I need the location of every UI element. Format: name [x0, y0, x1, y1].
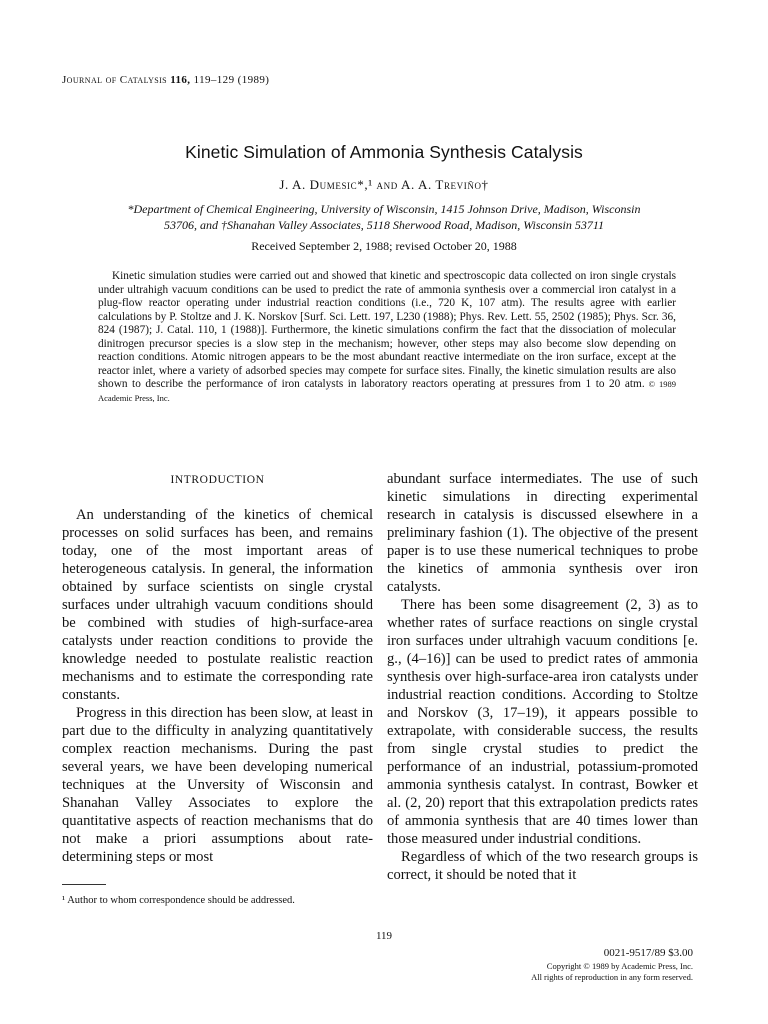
left-column	[62, 506, 373, 866]
affiliation-line-2: 53706, and †Shanahan Valley Associates, 5118 Sherwood Road, Madison, Wisconsin 53711	[164, 218, 604, 232]
footnote-divider	[62, 884, 106, 885]
intro-paragraph-2: Progress in this direction has been slow, at least in part due to the difficulty in analyzing quantitatively complex reaction mechanisms. During the past several years, we have been developing numerical techniques at the Unversity of Wisconsin and Shanahan Valley Associates to explore the quantitative aspects of reaction mechanisms that do not make a priori assumptions about rate-determining steps or most	[62, 705, 373, 865]
introduction-heading: INTRODUCTION	[170, 474, 265, 486]
journal-pages-year: 119–129 (1989)	[193, 74, 270, 86]
article-title: Kinetic Simulation of Ammonia Synthesis Catalysis	[185, 142, 583, 162]
abstract-text: Kinetic simulation studies were carried out and showed that kinetic and spectroscopic data collected on iron single crystals under ultrahigh vacuum conditions can be used to predict the rate of ammonia synthesis over a commercial iron catalyst in a plug-flow reactor operating under industrial reaction conditions (i.e., 720 K, 107 atm). The results agree with earlier calculations by P. Stoltze and J. K. Norskov [Surf. Sci. Lett. 197, L230 (1988); Phys. Rev. Lett. 55, 2502 (1985); Phys. Scr. 36, 824 (1987); J. Catal. 110, 1 (1988)]. Furthermore, the kinetic simulations confirm the fact that the dissociation of molecular dinitrogen precursor species is a slow step in the mechanism; however, other steps may also become slow depending on reaction conditions. Atomic nitrogen appears to be the most abundant reactive intermediate on the iron surface, except at the reactor inlet, where a variety of adsorbed species may compete for surface sites. Finally, the kinetic simulation results are also shown to describe the performance of iron catalysts in laboratory reactors operating at pressures from 1 to 20 atm.	[98, 270, 676, 390]
copyright-line-1: Copyright © 1989 by Academic Press, Inc.	[546, 961, 693, 971]
publisher-copyright	[531, 961, 693, 983]
intro-paragraph-1: An understanding of the kinetics of chemical processes on solid surfaces has been, and remains today, one of the most important areas of heterogeneous catalysis. In general, the information obtained by surface scientists on single crystal surfaces under ultrahigh vacuum conditions should be combined with studies of high-surface-area catalysts under reaction conditions to provide the knowledge needed to postulate realistic reaction mechanisms and to estimate the corresponding rate constants.	[62, 507, 373, 703]
affiliation-line-1: *Department of Chemical Engineering, University of Wisconsin, 1415 Johnson Drive, Madison, Wisconsin	[127, 202, 641, 216]
intro-paragraph-5: Regardless of which of the two research groups is correct, it should be noted that it	[387, 849, 698, 883]
right-column	[387, 470, 698, 884]
page-number: 119	[375, 930, 393, 942]
abstract-copyright: © 1989 Academic Press, Inc.	[98, 379, 676, 403]
abstract	[98, 270, 676, 405]
affiliations	[40, 201, 728, 233]
journal-volume: 116,	[170, 74, 191, 86]
journal-name: Journal of Catalysis	[62, 74, 168, 86]
received-dates: Received September 2, 1988; revised October 20, 1988	[251, 239, 517, 253]
intro-paragraph-3: abundant surface intermediates. The use of such kinetic simulations in directing experimental research in catalysis is discussed elsewhere in a preliminary fashion (1). The objective of the present paper is to use these numerical techniques to probe the kinetics of ammonia synthesis over iron catalysts.	[387, 471, 698, 595]
copyright-line-2: All rights of reproduction in any form reserved.	[531, 972, 693, 982]
journal-citation	[62, 74, 269, 86]
article-authors: J. A. Dumesic*,¹ and A. A. Treviño†	[279, 177, 489, 192]
footnote: ¹ Author to whom correspondence should be addressed.	[62, 895, 295, 906]
intro-paragraph-4: There has been some disagreement (2, 3) as to whether rates of surface reactions on single crystal iron surfaces under ultrahigh vacuum conditions [e. g., (4–16)] can be used to predict rates of ammonia synthesis over high-surface-area iron catalysts under industrial reaction conditions. According to Stoltze and Norskov (3, 17–19), it appears possible to extrapolate, with considerable success, the results from single crystal studies to predict the performance of an industrial, potassium-promoted ammonia synthesis catalyst. In contrast, Bowker et al. (2, 20) report that this extrapolation predicts rates of ammonia synthesis that are 40 times lower than those measured under industrial conditions.	[387, 597, 698, 847]
price-code: 0021-9517/89 $3.00	[603, 947, 693, 959]
